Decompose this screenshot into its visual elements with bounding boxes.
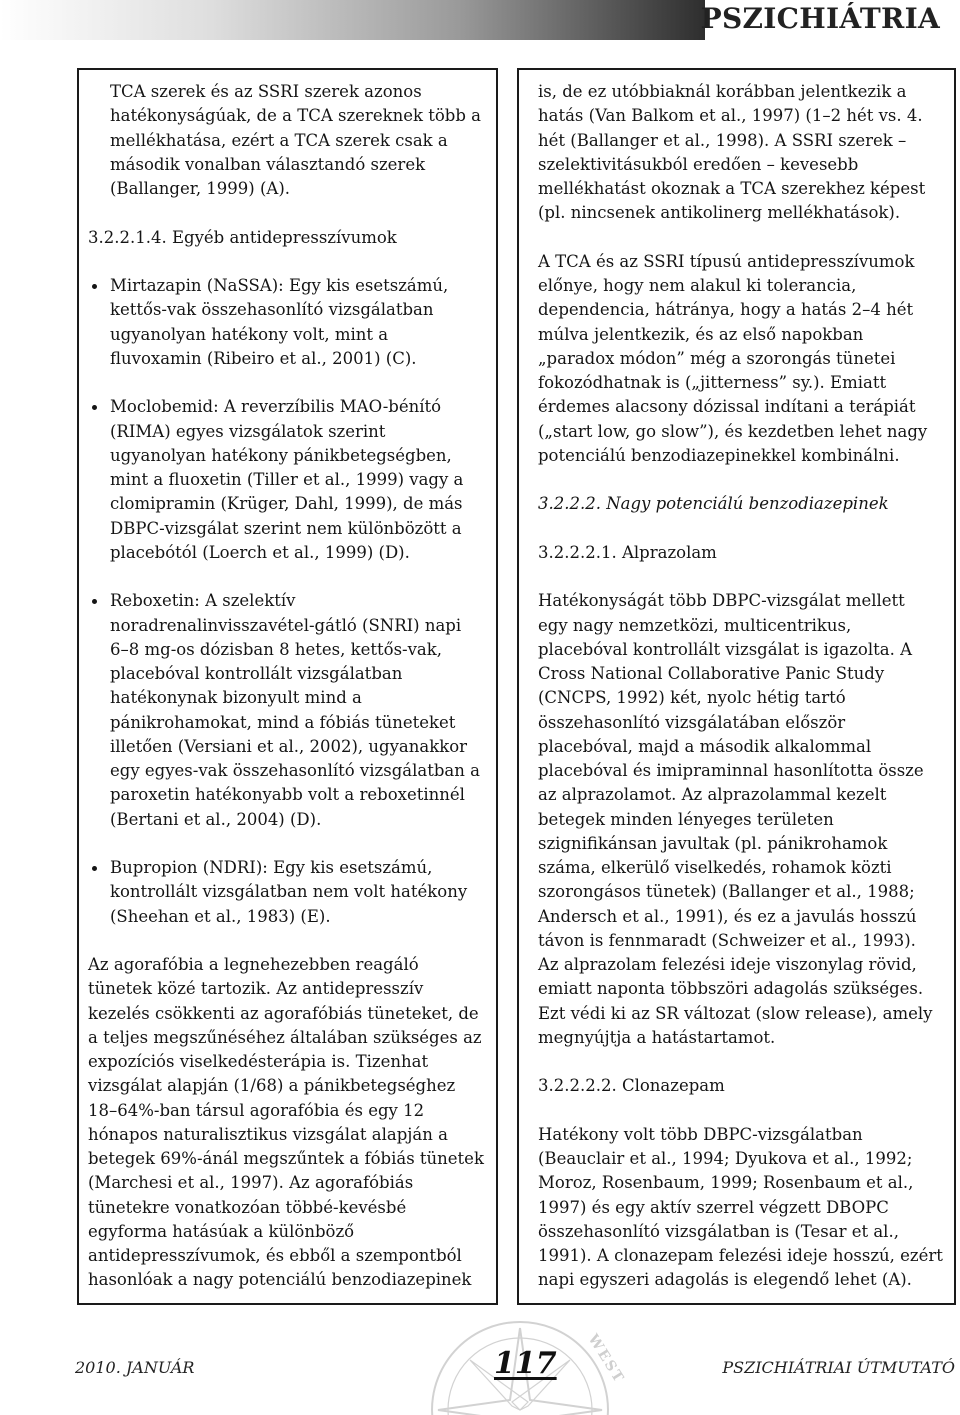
text-line: (Beauclair et al., 1994; Dyukova et al., 1992;: [538, 1149, 913, 1168]
text-line: tünetek közé tartozik. Az antidepresszív: [88, 979, 424, 999]
text-line: „paradox módon” még a szorongás tünetei: [538, 348, 896, 368]
text-line: paroxetin hatékonyabb volt a reboxetinnél: [110, 785, 465, 805]
text-line: Cross National Collaborative Panic Study: [538, 664, 885, 683]
text-line: előnye, hogy nem alakul ki tolerancia,: [538, 276, 857, 295]
text-line: egy nagy nemzetközi, multicentrikus,: [538, 615, 852, 635]
text-line: tünetekre vonatkozóan többé-kevésbé: [88, 1197, 407, 1217]
text-line: (pl. nincsenek antikolinerg mellékhatások).: [538, 203, 901, 223]
text-line: fokozódhatnak is („jitterness” sy.). Emiatt: [538, 373, 887, 392]
text-line: betegek 69%-ánál megszűntek a fóbiás tünetek: [88, 1149, 484, 1168]
text-line: ugyanolyan hatékony volt, mint a: [110, 324, 389, 344]
text-line: összehasonlító vizsgálatában először: [538, 712, 846, 732]
text-line: (Sheehan et al., 1983) (E).: [110, 906, 331, 926]
text-line: mint a fluoxetin (Tiller et al., 1999) vagy a: [110, 470, 464, 489]
text-line: egyforma hatásúak a különböző: [88, 1221, 355, 1241]
text-line: A TCA és az SSRI típusú antidepresszívumok: [538, 251, 915, 271]
text-line: száma, elkerülő viselkedés, rohamok közti: [538, 858, 892, 877]
header-gradient-bar: [0, 0, 705, 40]
body-paragraph: [88, 953, 492, 1293]
text-line: TCA szerek és az SSRI szerek azonos: [110, 82, 422, 101]
body-paragraph: [538, 80, 948, 226]
bullet-icon: [92, 599, 97, 604]
bullet-text: [110, 274, 492, 371]
section-heading: 3.2.2.1.4. Egyéb antidepresszívumok: [88, 227, 397, 247]
intro-paragraph: [88, 80, 492, 201]
text-line: a teljes megszűnéséhez általában szükséges az: [88, 1027, 482, 1047]
text-line: („start low, go slow”), és kezdetben lehet nagy: [538, 421, 928, 441]
text-line: (CNCPS, 1992) két, nyolc hétig tartó: [538, 688, 846, 708]
bullet-icon: [92, 866, 97, 871]
text-line: (Bertani et al., 2004) (D).: [110, 809, 322, 829]
page-number: 117: [494, 1346, 557, 1381]
text-line: hónapos naturalisztikus vizsgálat alapján a: [88, 1124, 448, 1144]
section-title: PSZICHIÁTRIA: [700, 2, 940, 35]
text-line: noradrenalinvisszavétel-gátló (SNRI) napi: [110, 615, 462, 635]
text-line: érdemes alacsony dózissal indítani a terápiát: [538, 397, 916, 417]
text-line: Az agorafóbia a legnehezebben reagáló: [88, 955, 419, 974]
text-line: második vonalban választandó szerek: [110, 154, 426, 174]
text-line: 1997) és egy aktív szerrel végzett DBOPC: [538, 1197, 889, 1217]
subsection-heading: 3.2.2.2.2. Clonazepam: [538, 1076, 725, 1096]
text-line: egy egyes-vak összehasonlító vizsgálatban a: [110, 761, 480, 780]
text-line: DBPC-vizsgálat szerint nem különbözött a: [110, 518, 462, 538]
text-line: illetően (Versiani et al., 2002), ugyanakkor: [110, 736, 468, 756]
text-line: mellékhatása, ezért a TCA szerek csak a: [110, 130, 448, 150]
bullet-text: [110, 856, 492, 929]
text-line: vizsgálat alapján (1/68) a pánikbetegséghez: [88, 1076, 456, 1096]
text-line: hasonlóak a nagy potenciálú benzodiazepinek: [88, 1270, 472, 1290]
text-line: Hatékonyságát több DBPC-vizsgálat mellett: [538, 591, 905, 611]
text-line: hatékonyságúak, de a TCA szereknek több a: [110, 106, 481, 126]
body-paragraph: [538, 1123, 948, 1293]
text-line: placebóval, majd a második alkalommal: [538, 736, 872, 756]
bullet-text: [110, 395, 492, 565]
text-line: Reboxetin: A szelektív: [110, 591, 296, 611]
text-line: pánikrohamokat, mind a fóbiás tüneteket: [110, 712, 456, 732]
text-line: potenciálú benzodiazepinekkel kombinálni.: [538, 445, 900, 465]
text-line: expozíciós viselkedésterápia is. Tizenhat: [88, 1052, 429, 1071]
text-line: napi egyszeri adagolás is elegendő lehet (A).: [538, 1270, 912, 1290]
text-line: hét (Ballanger et al., 1998). A SSRI szerek –: [538, 130, 907, 150]
bullet-item: [88, 856, 492, 929]
text-line: Mirtazapin (NaSSA): Egy kis esetszámú,: [110, 276, 449, 295]
text-line: antidepresszívumok, és ebből a szempontból: [88, 1246, 462, 1265]
text-line: betegek minden lényeges területen: [538, 809, 834, 829]
text-line: (Ballanger, 1999) (A).: [110, 179, 291, 198]
text-line: 1991). A clonazepam felezési ideje hosszú, ezért: [538, 1246, 943, 1265]
text-line: mellékhatást okoznak a TCA szerekhez képest: [538, 179, 926, 198]
text-line: ugyanolyan hatékony pánikbetegségben,: [110, 445, 452, 465]
text-line: Az alprazolam felezési ideje viszonylag rövid,: [538, 955, 917, 974]
text-line: hatékonynak bizonyult mind a: [110, 688, 362, 708]
text-line: is, de ez utóbbiaknál korábban jelentkezik a: [538, 82, 907, 101]
text-line: megnyújtja a hatástartamot.: [538, 1027, 776, 1047]
text-line: placebótól (Loerch et al., 1999) (D).: [110, 542, 410, 562]
text-line: szorongásos tünetek) (Ballanger et al., 1988;: [538, 882, 915, 902]
body-paragraph: [538, 250, 948, 468]
left-column: [77, 68, 498, 1305]
text-line: az alprazolamot. Az alprazolammal kezelt: [538, 785, 887, 805]
issue-date: 2010. JANUÁR: [75, 1358, 195, 1377]
bullet-item: [88, 589, 492, 832]
text-line: Ezt védi ki az SR változat (slow release), amely: [538, 1003, 933, 1023]
text-line: Bupropion (NDRI): Egy kis esetszámú,: [110, 858, 433, 877]
text-line: dependencia, hátránya, hogy a hatás 2–4 hét: [538, 300, 914, 320]
text-line: fluvoxamin (Ribeiro et al., 2001) (C).: [110, 348, 417, 368]
text-line: Hatékony volt több DBPC-vizsgálatban: [538, 1124, 863, 1144]
bullet-icon: [92, 284, 97, 289]
bullet-icon: [92, 405, 97, 410]
text-line: placebóval kontrollált vizsgálat is igazolta. A: [538, 639, 913, 659]
text-line: szelektivitásukból eredően – kevesebb: [538, 154, 859, 174]
bullet-item: [88, 395, 492, 565]
body-paragraph: [538, 589, 948, 1050]
section-heading: 3.2.2.2. Nagy potenciálú benzodiazepinek: [538, 494, 889, 514]
text-line: hatás (Van Balkom et al., 1997) (1–2 hét vs. 4.: [538, 106, 923, 126]
bullet-item: [88, 274, 492, 371]
subsection-heading: 3.2.2.2.1. Alprazolam: [538, 542, 717, 562]
text-line: (Marchesi et al., 1997). Az agorafóbiás: [88, 1173, 414, 1193]
text-line: távon is fennmaradt (Schweizer et al., 1993).: [538, 930, 916, 950]
text-line: összehasonlító vizsgálatban is (Tesar et al.,: [538, 1221, 899, 1241]
text-line: 18–64%-ban társul agorafóbia és egy 12: [88, 1100, 425, 1120]
text-line: (RIMA) egyes vizsgálatok szerint: [110, 421, 386, 441]
text-line: clomipramin (Krüger, Dahl, 1999), de más: [110, 494, 463, 514]
text-line: kettős-vak összehasonlító vizsgálatban: [110, 300, 434, 320]
text-line: szignifikánsan javultak (pl. pánikrohamok: [538, 833, 888, 853]
text-line: placebóval és imipraminnal hasonlította össze: [538, 761, 924, 780]
text-line: Moclobemid: A reverzíbilis MAO-bénító: [110, 397, 442, 417]
bullet-text: [110, 589, 492, 832]
watermark-text: WEST: [584, 1331, 628, 1387]
text-line: múlva jelentkezik, és az első napokban: [538, 324, 864, 344]
right-column: [517, 68, 956, 1305]
text-line: Andersch et al., 1991), és ez a javulás hosszú: [538, 906, 917, 926]
text-line: kezelés csökkenti az agorafóbiás tüneteket, de: [88, 1003, 479, 1023]
text-line: 6–8 mg-os dózisban 8 hetes, kettős-vak,: [110, 639, 443, 659]
publication-name: PSZICHIÁTRIAI ÚTMUTATÓ: [722, 1358, 955, 1377]
text-line: emiatt naponta többszöri adagolás szükséges.: [538, 979, 924, 999]
text-line: kontrollált vizsgálatban nem volt hatékony: [110, 882, 468, 902]
text-line: Moroz, Rosenbaum, 1999; Rosenbaum et al.,: [538, 1173, 914, 1193]
text-line: placebóval kontrollált vizsgálatban: [110, 664, 403, 683]
